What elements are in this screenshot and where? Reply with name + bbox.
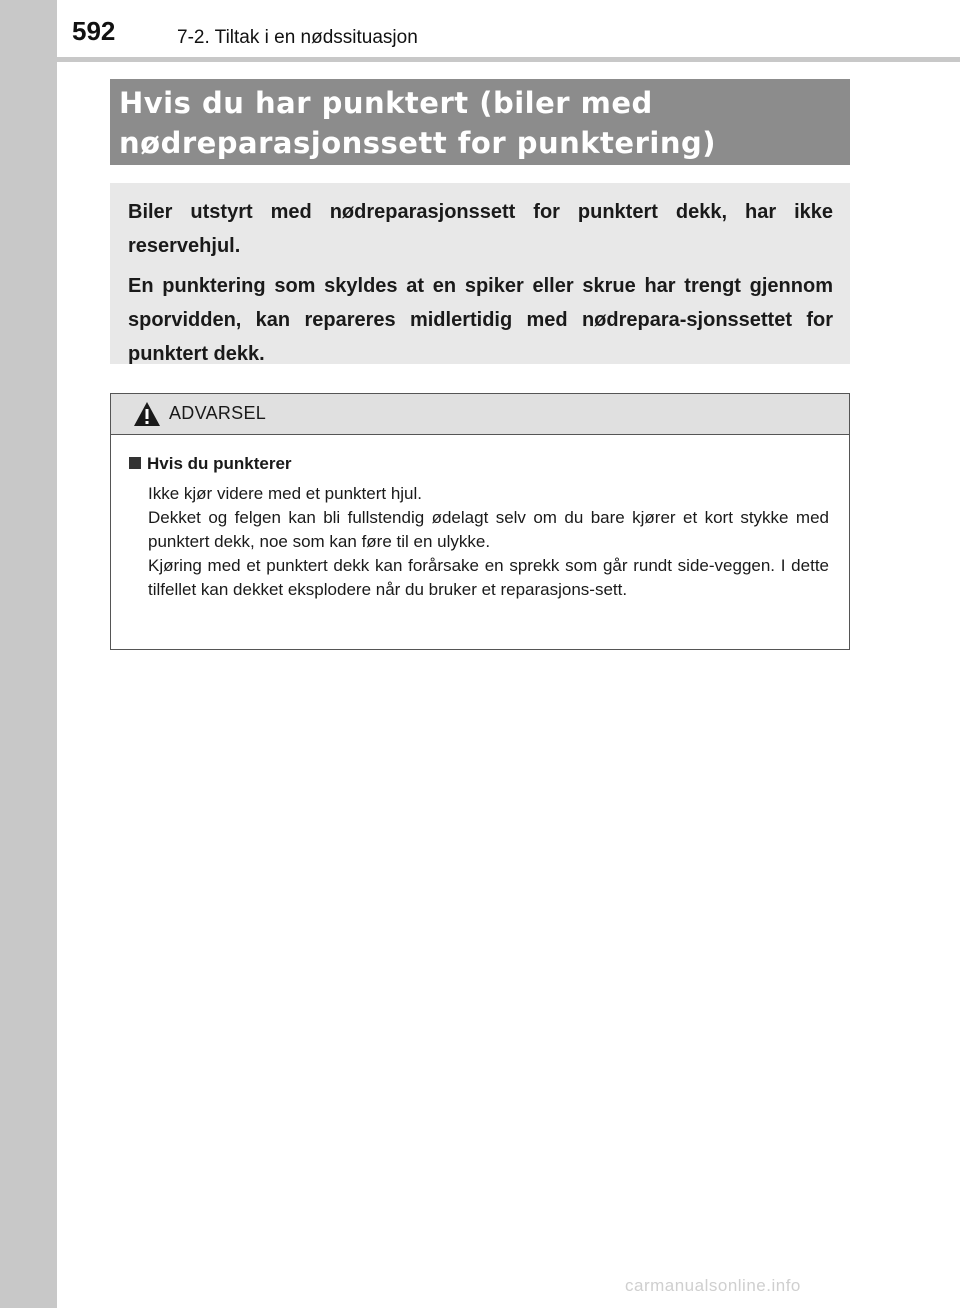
warning-body — [111, 435, 849, 602]
warning-label: ADVARSEL — [169, 403, 267, 423]
square-bullet-icon — [129, 457, 141, 469]
header-line — [57, 57, 960, 62]
warning-triangle-icon — [133, 401, 161, 427]
warning-box — [110, 393, 850, 650]
intro-box — [110, 183, 850, 364]
page-number: 592 — [72, 16, 116, 46]
side-strip — [0, 0, 57, 1308]
section-title: 7-2. Tiltak i en nødssituasjon — [177, 27, 418, 48]
watermark: carmanualsonline.info — [625, 1276, 801, 1295]
warning-heading-text: Hvis du punkterer — [147, 454, 292, 473]
warning-heading — [129, 452, 829, 476]
title-line-1: Hvis du har punktert (biler med — [119, 86, 653, 120]
title-line-2: nødreparasjonssett for punktering) — [119, 126, 716, 160]
title-box — [110, 79, 850, 165]
intro-paragraph-1: Biler utstyrt med nødreparasjonssett for punktert dekk, har ikke reservehjul. — [128, 201, 833, 257]
warning-header — [111, 394, 849, 435]
intro-paragraph-2: En punktering som skyldes at en spiker eller skrue har trengt gjennom sporvidden, kan repareres midlertidig med nødrepara-sjonssettet for punktert dekk. — [128, 275, 833, 365]
warning-text: Ikke kjør videre med et punktert hjul. Dekket og felgen kan bli fullstendig ødelagt selv om du bare kjører et kort stykke med punktert dekk, noe som kan føre til en ulykke. Kjøring med et punktert dekk kan forårsake en sprekk som går rundt side-veggen. I dette tilfellet kan dekket eksplodere når du bruker et reparasjons-sett. — [148, 484, 829, 599]
